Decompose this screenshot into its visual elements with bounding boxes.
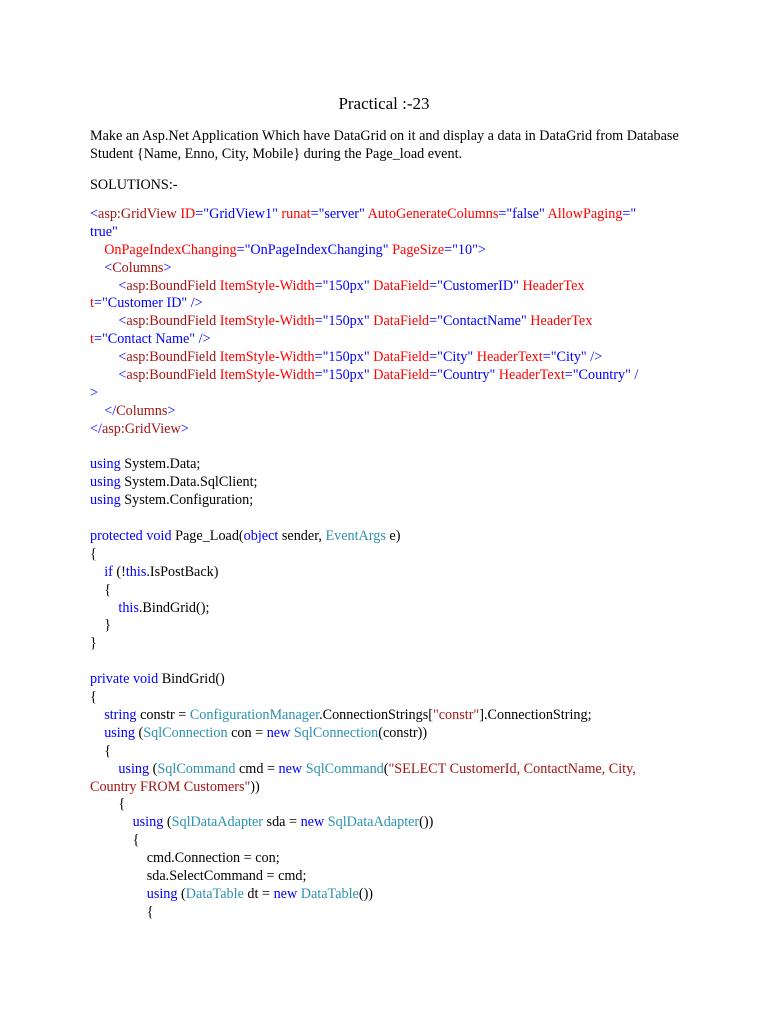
code-token: runat bbox=[277, 206, 311, 222]
code-token: ="ContactName" bbox=[429, 313, 527, 330]
code-token: string bbox=[104, 706, 137, 723]
code-line bbox=[90, 653, 690, 671]
code-line bbox=[90, 367, 690, 385]
code-line bbox=[90, 510, 690, 528]
code-token: constr = bbox=[136, 706, 190, 723]
code-line bbox=[90, 707, 690, 725]
code-line bbox=[90, 725, 690, 743]
code-token: SqlDataAdapter bbox=[327, 814, 420, 831]
code-token: sda.SelectCommand = cmd; bbox=[90, 867, 307, 884]
code-token: < bbox=[90, 313, 127, 330]
code-token: > bbox=[90, 384, 99, 401]
code-token bbox=[90, 814, 133, 830]
code-token: { bbox=[90, 689, 97, 706]
code-token: System.Data.SqlClient; bbox=[120, 474, 258, 491]
code-token: =" bbox=[622, 206, 637, 222]
code-line bbox=[90, 617, 690, 635]
code-token: ="150px" bbox=[314, 367, 370, 384]
code-token: ="Country" bbox=[429, 367, 496, 384]
code-line bbox=[90, 295, 690, 313]
code-token: SqlCommand bbox=[305, 760, 384, 777]
code-line bbox=[90, 689, 690, 707]
code-line bbox=[90, 850, 690, 868]
code-line bbox=[90, 868, 690, 886]
code-token: ( bbox=[177, 885, 186, 902]
code-token: void bbox=[146, 528, 172, 545]
code-line bbox=[90, 582, 690, 600]
code-token: SqlCommand bbox=[157, 760, 236, 777]
code-token: < bbox=[90, 349, 127, 366]
code-token: ="10"> bbox=[444, 241, 486, 258]
code-token: SqlDataAdapter bbox=[171, 814, 263, 831]
code-token bbox=[90, 564, 104, 580]
code-line bbox=[90, 492, 690, 510]
page-title: Practical :-23 bbox=[338, 94, 430, 113]
code-token: </ bbox=[90, 402, 117, 419]
code-token: con = bbox=[227, 724, 267, 741]
code-token: Page_Load( bbox=[171, 528, 244, 545]
code-token: using bbox=[104, 724, 135, 741]
code-token bbox=[90, 707, 104, 723]
code-token: } bbox=[90, 617, 111, 634]
code-line bbox=[90, 832, 690, 850]
code-token: ( bbox=[163, 814, 172, 831]
code-token: "constr" bbox=[432, 706, 480, 723]
code-line bbox=[90, 456, 690, 474]
code-token: </ bbox=[90, 420, 102, 437]
code-token: ItemStyle-Width bbox=[216, 313, 315, 330]
code-line bbox=[90, 564, 690, 582]
code-token: System.Data; bbox=[120, 456, 201, 473]
code-line bbox=[90, 796, 690, 814]
code-token: { bbox=[90, 545, 97, 562]
code-token: HeaderTex bbox=[526, 313, 593, 330]
code-token: this bbox=[125, 563, 147, 580]
code-token: ID bbox=[176, 206, 196, 222]
code-token: DataField bbox=[369, 367, 430, 384]
code-token: ="150px" bbox=[314, 277, 370, 294]
code-token: DataTable bbox=[300, 885, 359, 902]
code-line bbox=[90, 206, 690, 224]
code-token: ()) bbox=[358, 885, 374, 902]
code-line bbox=[90, 421, 690, 439]
code-token: DataTable bbox=[185, 885, 244, 902]
code-token: Columns bbox=[112, 259, 164, 276]
code-block bbox=[90, 206, 690, 922]
code-token: ="City" /> bbox=[542, 349, 603, 366]
code-token: Columns bbox=[116, 402, 168, 419]
code-token: DataField bbox=[369, 313, 430, 330]
code-token: (constr)) bbox=[378, 724, 428, 741]
code-token: asp:BoundField bbox=[126, 313, 217, 330]
code-token: using bbox=[90, 456, 121, 473]
code-line bbox=[90, 403, 690, 421]
code-token bbox=[90, 886, 147, 902]
code-token: void bbox=[132, 671, 159, 688]
intro-paragraph: Make an Asp.Net Application Which have DataGrid on it and display a data in DataGrid from Database Student {Name, Enno, City, Mobile} during the Page_load event. bbox=[90, 128, 679, 162]
code-token: BindGrid() bbox=[158, 671, 225, 688]
code-token: < bbox=[90, 367, 127, 384]
code-token: ItemStyle-Width bbox=[216, 367, 315, 384]
code-token: EventArgs bbox=[325, 528, 386, 545]
code-token: object bbox=[243, 528, 279, 545]
code-token: ItemStyle-Width bbox=[216, 349, 315, 366]
code-token: sda = bbox=[263, 814, 301, 831]
code-token: ( bbox=[383, 760, 389, 777]
code-token: ( bbox=[134, 724, 144, 741]
code-token: using bbox=[118, 760, 150, 777]
code-token: t bbox=[90, 331, 94, 348]
code-token: ()) bbox=[419, 814, 434, 831]
code-line bbox=[90, 242, 690, 260]
code-token: { bbox=[90, 796, 126, 813]
code-token: asp:BoundField bbox=[126, 349, 217, 366]
code-line bbox=[90, 313, 690, 331]
code-token: { bbox=[90, 742, 111, 759]
code-token: AllowPaging bbox=[544, 206, 623, 222]
code-line bbox=[90, 635, 690, 653]
code-token: this bbox=[118, 599, 139, 616]
code-line bbox=[90, 349, 690, 367]
code-token: using bbox=[132, 814, 164, 831]
code-token: < bbox=[90, 277, 127, 294]
code-token: ="Country" / bbox=[564, 367, 639, 384]
code-token: (! bbox=[112, 563, 126, 580]
code-token bbox=[90, 725, 104, 741]
code-token: true" bbox=[90, 223, 118, 240]
code-token: Country FROM Customers" bbox=[90, 778, 251, 795]
code-token: cmd = bbox=[235, 760, 279, 777]
code-token: PageSize bbox=[388, 241, 445, 258]
code-token: < bbox=[90, 206, 99, 222]
code-token: ="Customer ID" /> bbox=[93, 295, 203, 312]
code-line bbox=[90, 474, 690, 492]
code-token: { bbox=[90, 832, 140, 849]
code-token: using bbox=[146, 885, 178, 902]
code-token: protected bbox=[90, 528, 143, 545]
code-token: .BindGrid(); bbox=[138, 599, 210, 616]
code-token: using bbox=[90, 492, 121, 509]
code-token: private bbox=[90, 671, 130, 688]
code-token: HeaderText bbox=[495, 367, 565, 384]
code-token: } bbox=[90, 635, 97, 652]
code-token: { bbox=[90, 581, 111, 598]
code-token: HeaderTex bbox=[518, 277, 585, 294]
code-token: cmd.Connection = con; bbox=[90, 850, 280, 867]
code-token: < bbox=[90, 259, 113, 276]
code-token: ="server" bbox=[310, 206, 365, 222]
code-token: ="150px" bbox=[314, 349, 370, 366]
code-token: asp:GridView bbox=[98, 206, 177, 222]
code-token: e) bbox=[385, 528, 401, 545]
code-token: ="GridView1" bbox=[195, 206, 278, 222]
code-token: sender, bbox=[278, 528, 326, 545]
code-token: using bbox=[90, 474, 121, 491]
code-token: > bbox=[180, 420, 189, 437]
code-token: new bbox=[300, 814, 325, 831]
code-line bbox=[90, 779, 690, 797]
code-token: ConfigurationManager bbox=[189, 706, 320, 723]
code-line bbox=[90, 439, 690, 457]
code-token: )) bbox=[250, 778, 260, 795]
code-token: dt = bbox=[243, 885, 274, 902]
code-token: System.Configuration; bbox=[120, 492, 254, 509]
code-token: ="CustomerID" bbox=[429, 277, 519, 294]
code-token: SqlConnection bbox=[143, 724, 228, 741]
code-token: DataField bbox=[369, 277, 430, 294]
code-token: .IsPostBack) bbox=[146, 563, 219, 580]
code-line bbox=[90, 904, 690, 922]
code-token: ="false" bbox=[498, 206, 545, 222]
code-token: AutoGenerateColumns bbox=[364, 206, 499, 222]
code-token: if bbox=[104, 563, 113, 580]
code-line bbox=[90, 814, 690, 832]
code-line bbox=[90, 886, 690, 904]
code-token: new bbox=[278, 760, 303, 777]
code-token: SqlConnection bbox=[293, 724, 379, 741]
code-line bbox=[90, 600, 690, 618]
code-line bbox=[90, 743, 690, 761]
code-line bbox=[90, 224, 690, 242]
code-token: asp:GridView bbox=[101, 420, 181, 437]
code-line bbox=[90, 278, 690, 296]
code-token: "SELECT CustomerId, ContactName, City, bbox=[388, 760, 636, 777]
code-token: ="OnPageIndexChanging" bbox=[236, 241, 389, 258]
code-token: { bbox=[90, 903, 154, 920]
code-token bbox=[90, 761, 118, 777]
code-line bbox=[90, 528, 690, 546]
code-token: ="City" bbox=[429, 349, 474, 366]
code-token: ="150px" bbox=[314, 313, 370, 330]
code-token: DataField bbox=[369, 349, 430, 366]
code-line bbox=[90, 671, 690, 689]
code-token: asp:BoundField bbox=[126, 367, 217, 384]
code-token: new bbox=[266, 724, 291, 741]
code-token: > bbox=[163, 259, 172, 276]
code-token: t bbox=[90, 295, 94, 312]
code-token: new bbox=[273, 885, 298, 902]
code-token: > bbox=[167, 402, 176, 419]
code-line bbox=[90, 385, 690, 403]
code-token: asp:BoundField bbox=[126, 277, 217, 294]
code-line bbox=[90, 331, 690, 349]
code-token: HeaderText bbox=[473, 349, 543, 366]
solutions-label: SOLUTIONS:- bbox=[90, 177, 178, 193]
code-token: ItemStyle-Width bbox=[216, 277, 315, 294]
code-token: ].ConnectionString; bbox=[479, 706, 592, 723]
code-token: OnPageIndexChanging bbox=[90, 241, 237, 258]
code-line bbox=[90, 546, 690, 564]
code-line bbox=[90, 761, 690, 779]
code-line bbox=[90, 260, 690, 278]
code-token bbox=[90, 600, 118, 616]
code-token: ="Contact Name" /> bbox=[93, 331, 211, 348]
code-token: .ConnectionStrings[ bbox=[319, 706, 433, 723]
code-token: ( bbox=[149, 760, 158, 777]
